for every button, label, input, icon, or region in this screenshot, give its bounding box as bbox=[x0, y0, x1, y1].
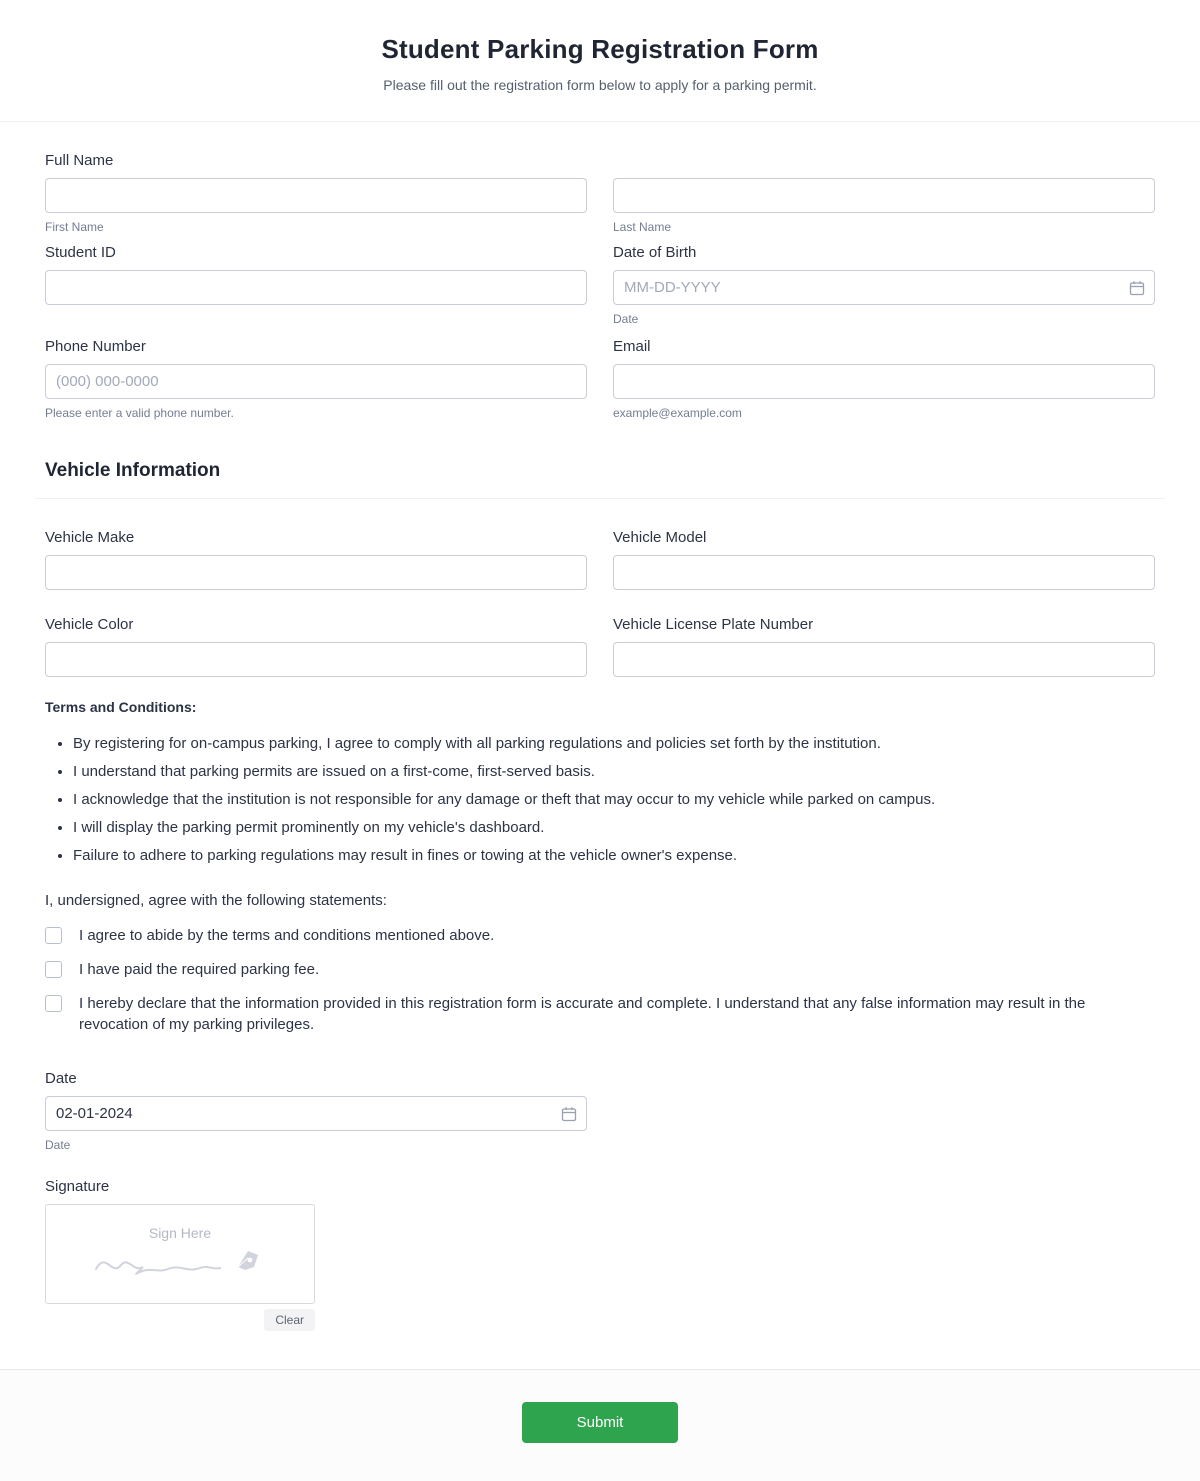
paid-fee-checkbox[interactable] bbox=[45, 961, 62, 978]
terms-heading: Terms and Conditions: bbox=[45, 699, 197, 715]
dob-label: Date of Birth bbox=[613, 244, 697, 261]
agree-heading: I, undersigned, agree with the following statements: bbox=[45, 892, 387, 909]
declare-accurate-label: I hereby declare that the information provided in this registration form is accurate and complete. I understand that any false information may result in the revocation of my parking privileges. bbox=[79, 994, 1086, 1034]
agree-terms-label: I agree to abide by the terms and conditions mentioned above. bbox=[79, 927, 495, 944]
date-label: Date bbox=[45, 1070, 77, 1087]
vehicle-make-input[interactable] bbox=[45, 555, 587, 590]
dob-input[interactable] bbox=[613, 270, 1155, 305]
agree-terms-checkbox[interactable] bbox=[45, 927, 62, 944]
terms-bullet: • I will display the parking permit prominently on my vehicle's dashboard. bbox=[73, 817, 1155, 838]
vehicle-plate-label: Vehicle License Plate Number bbox=[613, 616, 814, 633]
vehicle-make-label: Vehicle Make bbox=[45, 529, 135, 546]
calendar-icon[interactable] bbox=[1129, 280, 1145, 296]
agreement-row bbox=[45, 925, 1155, 947]
signature-scribble-pen-icon bbox=[88, 1243, 273, 1284]
agreement-row bbox=[45, 959, 1155, 981]
first-name-sublabel: First Name bbox=[45, 220, 104, 234]
vehicle-plate-input[interactable] bbox=[613, 642, 1155, 677]
terms-bullet: • By registering for on-campus parking, I agree to comply with all parking regulations and policies set forth by the institution. bbox=[73, 733, 1155, 754]
terms-bullet: • I understand that parking permits are issued on a first-come, first-served basis. bbox=[73, 761, 1155, 782]
terms-bullet: • Failure to adhere to parking regulations may result in fines or towing at the vehicle owner's expense. bbox=[73, 845, 1155, 866]
student-id-label: Student ID bbox=[45, 244, 116, 261]
dob-sublabel: Date bbox=[613, 312, 639, 326]
student-id-input[interactable] bbox=[45, 270, 587, 305]
signature-clear-button[interactable]: Clear bbox=[264, 1309, 315, 1331]
terms-block bbox=[45, 699, 1155, 1036]
vehicle-color-label: Vehicle Color bbox=[45, 616, 134, 633]
phone-sublabel: Please enter a valid phone number. bbox=[45, 406, 234, 420]
submit-area bbox=[0, 1369, 1200, 1481]
date-input[interactable] bbox=[45, 1096, 587, 1131]
declare-accurate-checkbox[interactable] bbox=[45, 995, 62, 1012]
agreement-row bbox=[45, 993, 1155, 1037]
page-title: Student Parking Registration Form bbox=[381, 34, 819, 64]
date-sublabel: Date bbox=[45, 1138, 71, 1152]
email-label: Email bbox=[613, 338, 651, 355]
email-sublabel: example@example.com bbox=[613, 406, 742, 420]
signature-block bbox=[45, 1178, 1155, 1331]
form-header bbox=[0, 0, 1200, 122]
vehicle-section-heading: Vehicle Information bbox=[35, 442, 1165, 499]
terms-list bbox=[73, 733, 1155, 866]
phone-label: Phone Number bbox=[45, 338, 146, 355]
first-name-input[interactable] bbox=[45, 178, 587, 213]
full-name-label: Full Name bbox=[45, 152, 114, 169]
signature-pad[interactable] bbox=[45, 1204, 315, 1304]
terms-bullet: • I acknowledge that the institution is not responsible for any damage or theft that may occur to my vehicle while parked on campus. bbox=[73, 789, 1155, 810]
last-name-sublabel: Last Name bbox=[613, 220, 672, 234]
vehicle-model-input[interactable] bbox=[613, 555, 1155, 590]
vehicle-color-input[interactable] bbox=[45, 642, 587, 677]
page-subtitle: Please fill out the registration form below to apply for a parking permit. bbox=[383, 77, 817, 93]
email-input[interactable] bbox=[613, 364, 1155, 399]
signature-label: Signature bbox=[45, 1178, 110, 1195]
paid-fee-label: I have paid the required parking fee. bbox=[79, 960, 320, 978]
submit-button[interactable]: Submit bbox=[522, 1402, 679, 1443]
last-name-input[interactable] bbox=[613, 178, 1155, 213]
signature-placeholder: Sign Here bbox=[148, 1224, 212, 1241]
vehicle-model-label: Vehicle Model bbox=[613, 529, 707, 546]
date-block bbox=[45, 1070, 587, 1152]
phone-input[interactable] bbox=[45, 364, 587, 399]
calendar-icon[interactable] bbox=[561, 1106, 577, 1122]
